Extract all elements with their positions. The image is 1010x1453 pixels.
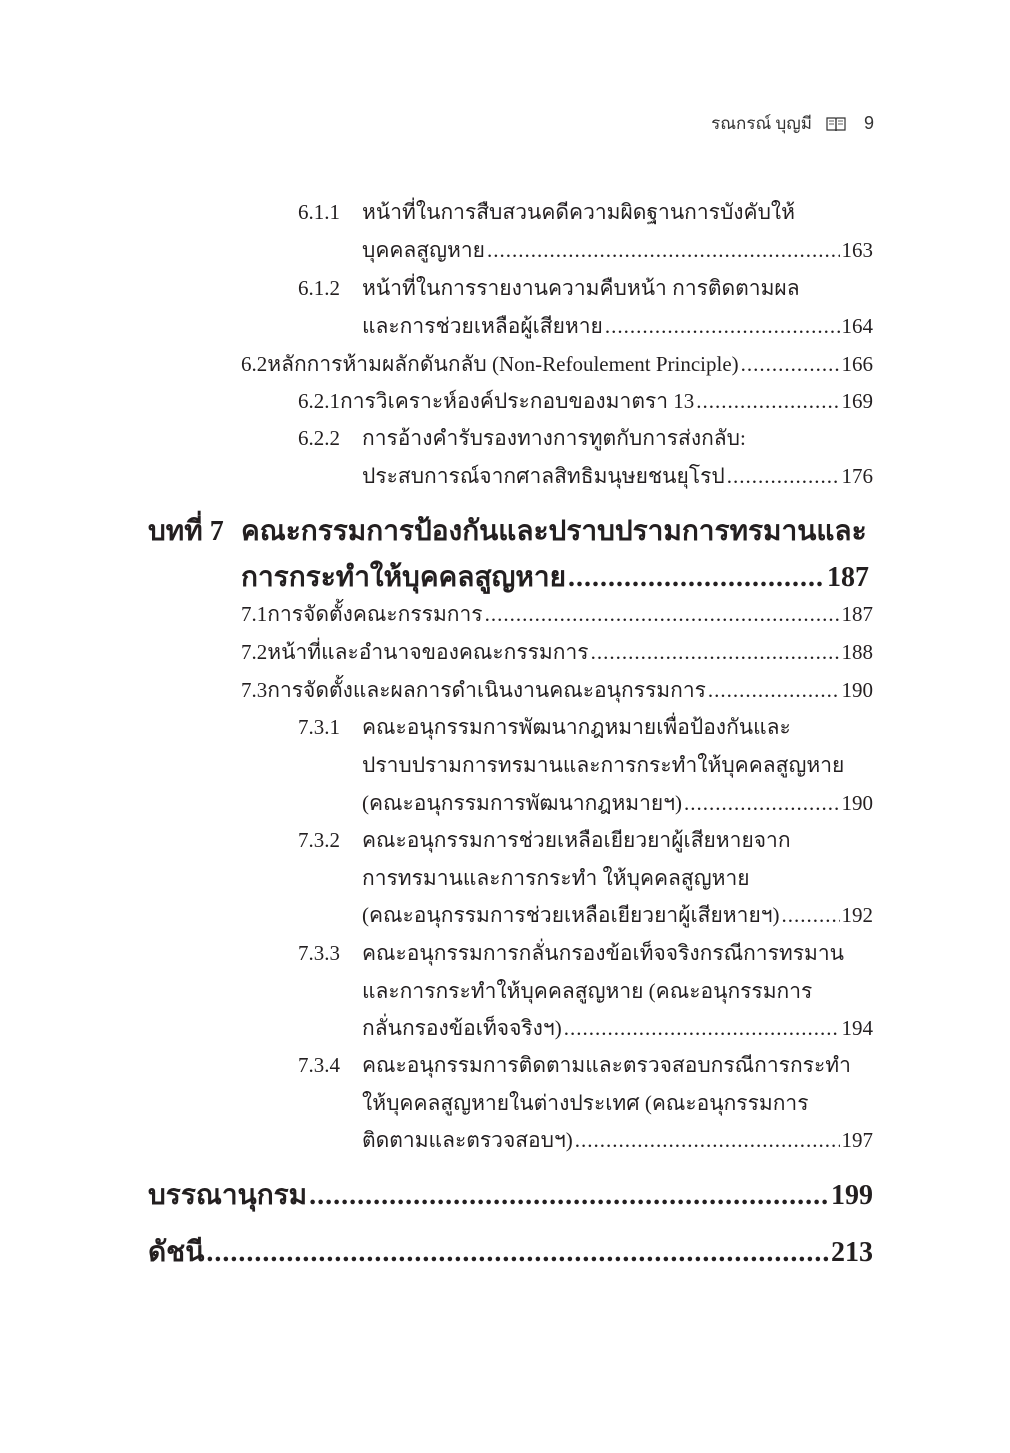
page-ref: 169 [841,389,873,413]
dot-leader [727,466,840,487]
entry-title: คณะอนุกรรมการพัฒนากฎหมายเพื่อป้องกันและ [362,715,791,739]
entry-title: หน้าที่ในการสืบสวนคดีความผิดฐานการบังคับให้ [362,200,796,224]
entry-title: การอ้างคำรับรองทางการทูตกับการส่งกลับ: [362,426,746,450]
author-name: รณกรณ์ บุญมี [711,114,812,133]
dot-leader [564,1018,840,1039]
entry-title: การวิเคราะห์องค์ประกอบของมาตรา 13 [340,389,695,413]
dot-leader [206,1239,829,1267]
dot-leader [575,1130,840,1151]
page-ref: 163 [841,238,873,262]
dot-leader [684,793,839,814]
toc-entry-6-1-2[interactable] [298,278,873,299]
dot-leader [568,564,825,592]
dot-leader [591,642,840,663]
toc-entry-7-1[interactable] [241,604,873,625]
toc-entry-7-3-1[interactable] [298,717,873,738]
toc-entry-7-3-2-cont[interactable] [362,868,873,889]
toc-entry-7-3-4-cont2[interactable] [362,1130,873,1151]
page-ref: 187 [827,562,869,593]
toc-entry-7-2[interactable] [241,642,873,663]
entry-title: คณะอนุกรรมการช่วยเหลือเยียวยาผู้เสียหายจาก [362,828,791,852]
section-number: 7.3.2 [298,828,340,852]
backmatter-title: ดัชนี [148,1237,205,1268]
page-ref: 213 [831,1237,873,1268]
toc-index[interactable] [148,1239,873,1267]
page-number: 9 [863,113,874,133]
entry-title-cont: ประสบการณ์จากศาลสิทธิมนุษยชนยุโรป [362,464,725,488]
entry-title: การจัดตั้งและผลการดำเนินงานคณะอนุกรรมการ [267,678,706,702]
entry-title: การจัดตั้งคณะกรรมการ [267,602,483,626]
toc-entry-7-3[interactable] [241,680,873,701]
book-icon [826,116,846,132]
section-number: 7.1 [241,602,268,626]
toc-entry-6-1-1[interactable] [298,202,873,223]
section-number: 7.2 [241,640,268,664]
toc-entry-6-2-2-cont[interactable] [362,466,873,487]
page-ref: 188 [841,640,873,664]
toc-entry-6-1-1-cont[interactable] [362,240,873,261]
section-number: 6.2.1 [298,389,340,413]
chapter-title-cont: การกระทำให้บุคคลสูญหาย [241,562,566,593]
toc-entry-7-3-2-cont2[interactable] [362,905,873,926]
section-number: 6.1.1 [298,200,340,224]
entry-title-cont: ติดตามและตรวจสอบฯ) [362,1128,573,1152]
dot-leader [605,316,840,337]
toc-entry-6-2[interactable] [241,354,873,375]
section-number: 6.1.2 [298,276,340,300]
page-ref: 190 [841,678,873,702]
section-number: 7.3.4 [298,1053,340,1077]
section-number: 7.3.3 [298,941,340,965]
toc-entry-7-3-1-cont2[interactable] [362,793,873,814]
entry-title-cont: (คณะอนุกรรมการพัฒนากฎหมายฯ) [362,791,683,815]
entry-title: หลักการห้ามผลักดันกลับ (Non-Refoulement Principle) [267,352,739,376]
dot-leader [708,680,840,701]
page-ref: 197 [841,1128,873,1152]
entry-title: คณะอนุกรรมการกลั่นกรองข้อเท็จจริงกรณีการทรมาน [362,941,844,965]
chapter-title: คณะกรรมการป้องกันและปราบปรามการทรมานและ [241,516,867,547]
dot-leader [741,354,840,375]
toc-chapter-7[interactable] [148,518,873,546]
toc-entry-7-3-3[interactable] [298,943,873,964]
page-ref: 199 [831,1180,873,1211]
section-number: 7.3 [241,678,268,702]
page-ref: 190 [841,791,873,815]
backmatter-title: บรรณานุกรม [148,1180,308,1211]
dot-leader [782,905,840,926]
section-number: 7.3.1 [298,715,340,739]
page-ref: 164 [841,314,873,338]
toc-chapter-7-cont[interactable] [241,564,869,592]
toc-entry-6-2-2[interactable] [298,428,873,449]
toc-entry-6-1-2-cont[interactable] [362,316,873,337]
page-ref: 187 [841,602,873,626]
running-head [711,110,874,137]
section-number: 6.2.2 [298,426,340,450]
toc-entry-6-2-1[interactable] [298,391,873,412]
entry-title: คณะอนุกรรมการติดตามและตรวจสอบกรณีการกระทำ [362,1053,851,1077]
toc-entry-7-3-4[interactable] [298,1055,873,1076]
section-number: 6.2 [241,352,268,376]
dot-leader [487,240,840,261]
entry-title-cont: ปราบปรามการทรมานและการกระทำให้บุคคลสูญหาย [362,753,845,777]
entry-title-cont: และการกระทำให้บุคคลสูญหาย (คณะอนุกรรมการ [362,979,813,1003]
page-ref: 192 [841,903,873,927]
entry-title: หน้าที่และอำนาจของคณะกรรมการ [267,640,589,664]
entry-title-cont: บุคคลสูญหาย [362,238,485,262]
entry-title-cont: การทรมานและการกระทำ ให้บุคคลสูญหาย [362,866,750,890]
page-ref: 176 [841,464,873,488]
toc-bibliography[interactable] [148,1182,873,1210]
page-ref: 166 [841,352,873,376]
dot-leader [696,391,839,412]
page-ref: 194 [841,1016,873,1040]
entry-title-cont: ให้บุคคลสูญหายในต่างประเทศ (คณะอนุกรรมการ [362,1091,809,1115]
dot-leader [309,1182,829,1210]
toc-entry-7-3-3-cont2[interactable] [362,1018,873,1039]
toc-entry-7-3-3-cont[interactable] [362,981,873,1002]
toc-entry-7-3-1-cont[interactable] [362,755,873,776]
chapter-label: บทที่ 7 [148,516,224,547]
entry-title-cont: กลั่นกรองข้อเท็จจริงฯ) [362,1016,562,1040]
toc-entry-7-3-4-cont[interactable] [362,1093,873,1114]
toc-entry-7-3-2[interactable] [298,830,873,851]
entry-title-cont: (คณะอนุกรรมการช่วยเหลือเยียวยาผู้เสียหายฯ) [362,903,780,927]
entry-title-cont: และการช่วยเหลือผู้เสียหาย [362,314,603,338]
entry-title: หน้าที่ในการรายงานความคืบหน้า การติดตามผล [362,276,800,300]
dot-leader [485,604,840,625]
